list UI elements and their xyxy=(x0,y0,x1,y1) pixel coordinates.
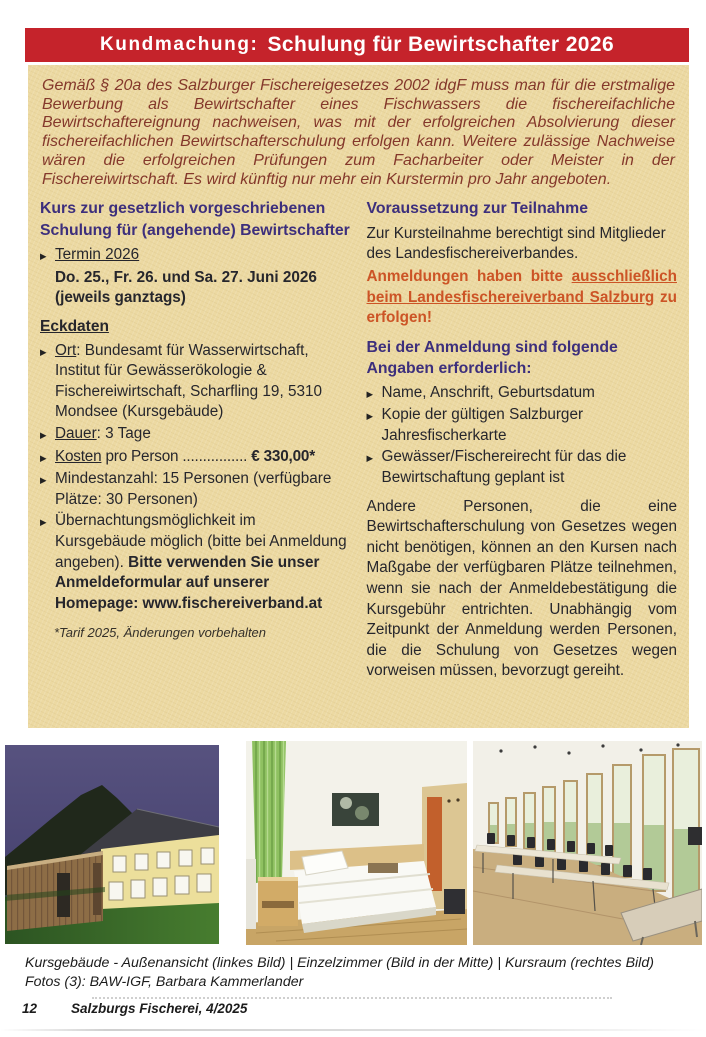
two-column-area xyxy=(40,198,677,682)
bullet-arrow-icon: ▶ xyxy=(366,411,374,422)
kosten-label: Kosten xyxy=(55,447,102,465)
tarif-footnote: *Tarif 2025, Änderungen vorbehalten xyxy=(54,625,267,641)
left-column xyxy=(40,198,351,682)
photo-caption xyxy=(25,954,693,991)
bullet-arrow-icon: ▶ xyxy=(366,388,374,399)
dauer-item xyxy=(40,424,351,446)
course-room-photo xyxy=(473,741,702,945)
kosten-text: pro Person xyxy=(101,447,183,465)
kosten-value: € 330,00* xyxy=(251,447,315,465)
title-prefix: Kundmachung: xyxy=(99,34,259,55)
building-exterior-illustration xyxy=(5,745,219,944)
bullet-arrow-icon: ▶ xyxy=(40,251,47,262)
anmeldeformular-hinweis: Bitte verwenden Sie unser Anmeldeformular auf unserer Homepage: www.fischereiverband.at xyxy=(55,553,323,612)
announcement-box xyxy=(28,65,689,728)
mindestanzahl-item xyxy=(40,469,351,510)
voraussetzung-heading: Voraussetzung zur Teilnahme xyxy=(366,200,588,218)
mindestanzahl-text: Mindestanzahl: 15 Personen (verfügbare Plätze: 30 Personen) xyxy=(55,470,332,508)
eckdaten-heading: Eckdaten xyxy=(40,318,109,335)
warning-post: zu erfolgen! xyxy=(366,288,677,327)
angaben-heading: Bei der Anmeldung sind folgende Angaben erforderlich: xyxy=(366,338,618,378)
teilnahme-text: Zur Kursteilnahme berechtigt sind Mitglieder des Landesfischereiverbandes. xyxy=(366,224,666,263)
page-number: 12 xyxy=(22,1001,38,1016)
bullet-arrow-icon: ▶ xyxy=(40,452,47,463)
bullet-arrow-icon: ▶ xyxy=(366,453,374,464)
termin-date: Do. 25., Fr. 26. und Sa. 27. Juni 2026 xyxy=(55,268,317,286)
dauer-label: Dauer xyxy=(55,424,97,442)
angabe-text: Gewässer/Fischereirecht für das die Bewirtschaftung geplant ist xyxy=(381,448,627,487)
right-column xyxy=(367,198,678,682)
announcement-title-bar xyxy=(25,28,689,62)
kosten-dots: ................ xyxy=(182,447,248,465)
page-title: Schulung für Bewirtschafter 2026 xyxy=(267,33,615,56)
single-room-illustration xyxy=(246,741,467,945)
scan-artifact-line xyxy=(0,1029,706,1031)
warning-pre: Anmeldungen haben bitte xyxy=(366,267,572,285)
course-heading: Kurs zur gesetzlich vorgeschriebenen Schulung für (angehende) Bewirtschafter xyxy=(40,200,350,239)
kosten-item xyxy=(40,447,351,469)
andere-personen-paragraph: Andere Personen, die eine Bewirtschafterschulung von Gesetzes wegen nicht benötigen, können an den Kursen nach Maßgabe der verfügbaren Plätze teilnehmen, wenn sie nach der Anmeldebestätigung die Kursgebühr entrichten. Unabhängig vom Zeitpunkt der Anmeldung werden Personen, die die Schulung von Gesetzes wegen vorweisen müssen, bevorzugt gereiht. xyxy=(366,497,677,680)
bullet-arrow-icon: ▶ xyxy=(40,517,47,528)
intro-paragraph: Gemäß § 20a des Salzburger Fischereigesetzes 2002 idgF muss man für die erstmalige Bewerbung als Bewirtschafter eines Fischwassers die fischereifachliche Bewirtschaftereignung nachweisen, was mit der erfolgreichen Absolvierung dieser fischereifachlichen Bewirtschafterschulung erfolgen kann. Weitere zulässige Nachweise wären die erfolgreichen Prüfungen zum Facharbeiter oder Meister in der Fischereiwirtschaft. Es wird künftig nur mehr ein Kurstermin pro Jahr angeboten. xyxy=(42,77,675,188)
bullet-arrow-icon: ▶ xyxy=(40,475,47,486)
bullet-arrow-icon: ▶ xyxy=(40,429,47,440)
anmeldung-warning xyxy=(367,267,678,329)
page-footer xyxy=(22,1001,247,1016)
warning-underlined: ausschließlich beim Landesfischereiverband Salzburg xyxy=(366,267,677,306)
ort-label: Ort xyxy=(55,341,77,359)
termin-label: Termin 2026 xyxy=(55,246,140,264)
uebernachtung-text: Übernachtungsmöglichkeit im Kursgebäude möglich (bitte bei Anmeldung angeben). xyxy=(55,512,347,571)
caption-line-2: Fotos (3): BAW-IGF, Barbara Kammerlander xyxy=(25,973,304,990)
ort-item xyxy=(40,341,351,423)
termin-item xyxy=(40,245,351,267)
angabe-text: Kopie der gültigen Salzburger Jahresfischerkarte xyxy=(381,406,584,444)
angabe-text: Name, Anschrift, Geburtsdatum xyxy=(381,383,595,401)
angabe-item xyxy=(367,447,678,488)
course-building-photo xyxy=(5,745,219,944)
uebernachtung-item xyxy=(40,511,351,614)
angabe-item xyxy=(367,383,678,405)
course-room-illustration xyxy=(473,741,702,945)
termin-note: (jeweils ganztags) xyxy=(55,289,186,307)
single-room-photo xyxy=(246,741,467,945)
ort-text: : Bundesamt für Wasserwirtschaft, Institut für Gewässerökologie & Fischereiwirtschaft, Scharfling 19, 5310 Mondsee (Kursgebäude) xyxy=(55,341,322,421)
angabe-item xyxy=(367,405,678,446)
scan-artifact-dotted-line xyxy=(92,997,612,999)
publication-title: Salzburgs Fischerei, 4/2025 xyxy=(71,1001,248,1016)
dauer-text: : 3 Tage xyxy=(96,424,151,442)
bullet-arrow-icon: ▶ xyxy=(40,346,47,357)
caption-line-1: Kursgebäude - Außenansicht (linkes Bild) | Einzelzimmer (Bild in der Mitte) | Kursraum (rechtes Bild) xyxy=(25,955,654,971)
